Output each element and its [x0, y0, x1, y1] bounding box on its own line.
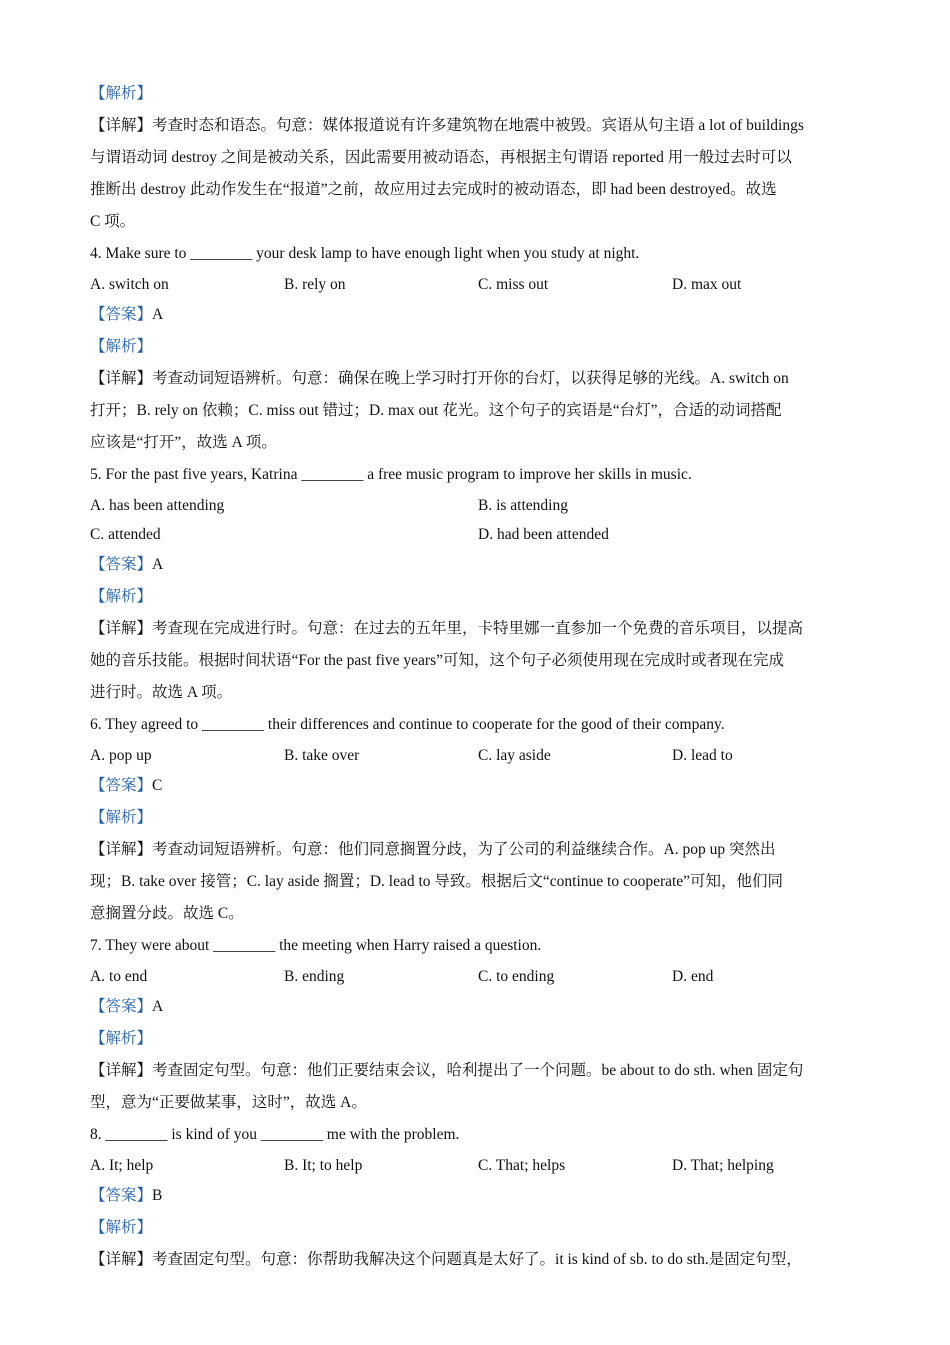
detail-line: 推断出 destroy 此动作发生在“报道”之前，故应用过去完成时的被动语态，即 had been destroyed。故选 [90, 181, 777, 198]
option-row [90, 741, 870, 770]
option-a: A. It; help [90, 1157, 154, 1174]
option-row [90, 1151, 870, 1180]
detail-line: 【详解】考查现在完成进行时。句意：在过去的五年里，卡特里娜一直参加一个免费的音乐项目，以提高 [90, 620, 804, 637]
option-row [90, 520, 870, 549]
option-b: B. rely on [284, 276, 346, 293]
option-c: C. to ending [478, 968, 555, 985]
analysis-heading: 【解析】 [90, 809, 153, 826]
detail-line: 【详解】考查固定句型。句意：你帮助我解决这个问题真是太好了。it is kind of sb. to do sth.是固定句型， [90, 1251, 802, 1268]
detail-line: 进行时。故选 A 项。 [90, 684, 233, 701]
answer-line: 【答案】B [90, 1187, 163, 1204]
option-d: D. That; helping [672, 1157, 774, 1174]
option-c: C. That; helps [478, 1157, 566, 1174]
detail-line: 打开；B. rely on 依赖；C. miss out 错过；D. max out 花光。这个句子的宾语是“台灯”，合适的动词搭配 [90, 402, 782, 419]
option-row [90, 491, 870, 520]
option-b: B. take over [284, 747, 360, 764]
option-a: A. switch on [90, 276, 169, 293]
option-a: A. pop up [90, 747, 152, 764]
detail-line: 【详解】考查动词短语辨析。句意：确保在晚上学习时打开你的台灯，以获得足够的光线。A. switch on [90, 370, 789, 387]
detail-line: 与谓语动词 destroy 之间是被动关系，因此需要用被动语态，再根据主句谓语 reported 用一般过去时可以 [90, 149, 792, 166]
option-c: C. lay aside [478, 747, 551, 764]
analysis-heading: 【解析】 [90, 1219, 153, 1236]
document-page [90, 78, 870, 1276]
option-d: D. max out [672, 276, 742, 293]
question-stem: 4. Make sure to ________ your desk lamp to have enough light when you study at night. [90, 245, 640, 262]
option-d: D. had been attended [478, 526, 609, 543]
detail-line: 【详解】考查固定句型。句意：他们正要结束会议，哈利提出了一个问题。be about to do sth. when 固定句 [90, 1062, 804, 1079]
detail-line: 【详解】考查时态和语态。句意：媒体报道说有许多建筑物在地震中被毁。宾语从句主语 a lot of buildings [90, 117, 804, 134]
option-row [90, 962, 870, 991]
answer-line: 【答案】C [90, 777, 163, 794]
analysis-heading: 【解析】 [90, 338, 153, 355]
option-row [90, 270, 870, 299]
option-a: A. to end [90, 968, 148, 985]
detail-line: 应该是“打开”，故选 A 项。 [90, 434, 277, 451]
detail-line: C 项。 [90, 213, 136, 230]
option-d: D. lead to [672, 747, 733, 764]
option-c: C. miss out [478, 276, 549, 293]
question-stem: 7. They were about ________ the meeting when Harry raised a question. [90, 937, 542, 954]
option-b: B. It; to help [284, 1157, 363, 1174]
analysis-heading: 【解析】 [90, 85, 153, 102]
analysis-heading: 【解析】 [90, 588, 153, 605]
option-d: D. end [672, 968, 714, 985]
option-b: B. is attending [478, 497, 568, 514]
question-stem: 6. They agreed to ________ their differences and continue to cooperate for the good of their company. [90, 716, 725, 733]
option-a: A. has been attending [90, 497, 225, 514]
answer-line: 【答案】A [90, 556, 164, 573]
question-stem: 8. ________ is kind of you ________ me with the problem. [90, 1126, 460, 1143]
option-c: C. attended [90, 526, 161, 543]
detail-line: 型，意为“正要做某事，这时”，故选 A。 [90, 1094, 367, 1111]
answer-line: 【答案】A [90, 998, 164, 1015]
detail-line: 她的音乐技能。根据时间状语“For the past five years”可知，这个句子必须使用现在完成时或者现在完成 [90, 652, 784, 669]
detail-line: 【详解】考查动词短语辨析。句意：他们同意搁置分歧，为了公司的利益继续合作。A. pop up 突然出 [90, 841, 776, 858]
detail-line: 意搁置分歧。故选 C。 [90, 905, 244, 922]
analysis-heading: 【解析】 [90, 1030, 153, 1047]
answer-line: 【答案】A [90, 306, 164, 323]
question-stem: 5. For the past five years, Katrina ________ a free music program to improve her skills in music. [90, 466, 692, 483]
detail-line: 现；B. take over 接管；C. lay aside 搁置；D. lead to 导致。根据后文“continue to cooperate”可知，他们同 [90, 873, 784, 890]
option-b: B. ending [284, 968, 345, 985]
